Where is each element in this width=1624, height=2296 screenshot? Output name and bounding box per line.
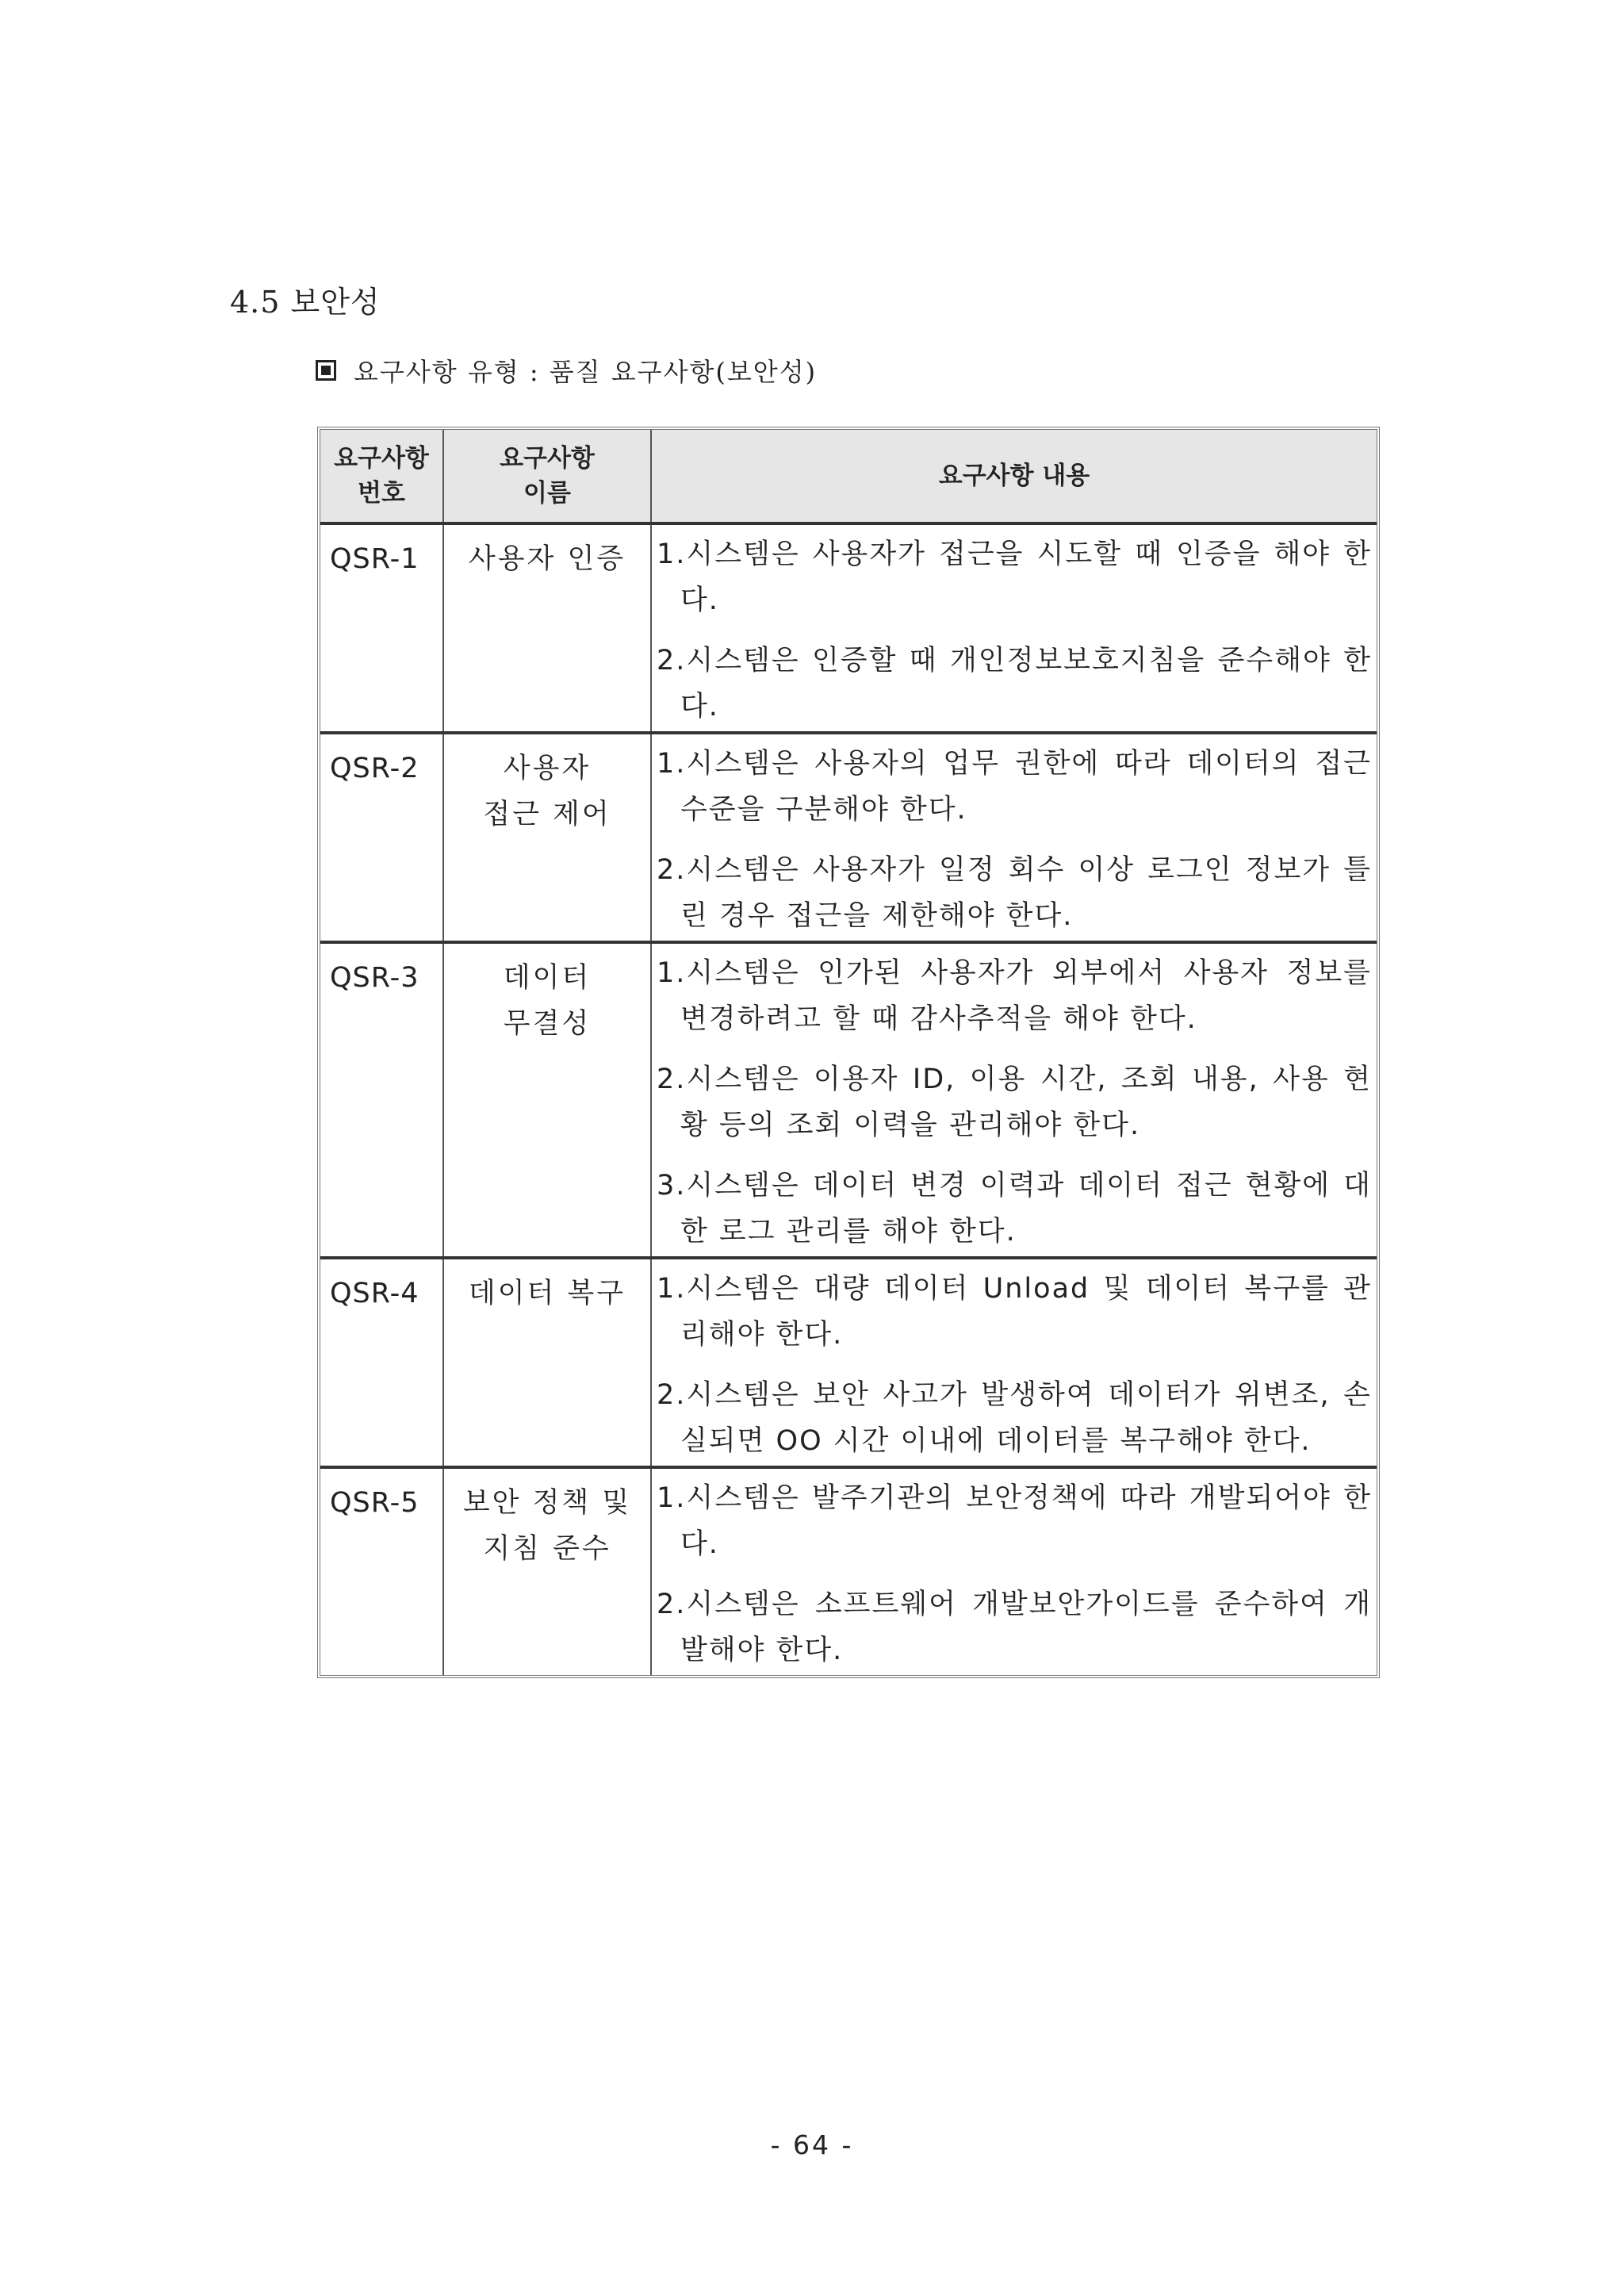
requirement-item: 2.시스템은 인증할 때 개인정보보호지침을 준수해야 한다.: [657, 645, 1372, 723]
requirement-item: 1.시스템은 사용자의 업무 권한에 따라 데이터의 접근 수준을 구분해야 한다.: [657, 748, 1372, 826]
table-row: [320, 1467, 1377, 1675]
requirement-name: 데이터 무결성: [443, 942, 651, 1258]
page-number: - 64 -: [770, 2129, 854, 2160]
requirement-item: 1.시스템은 발주기관의 보안정책에 따라 개발되어야 한다.: [657, 1482, 1372, 1560]
table-row: [320, 733, 1377, 942]
requirement-id: QSR-5: [320, 1467, 443, 1675]
requirement-item: 1.시스템은 대량 데이터 Unload 및 데이터 복구를 관리해야 한다.: [657, 1273, 1372, 1351]
requirement-id: QSR-3: [320, 942, 443, 1258]
requirement-name: 보안 정책 및 지침 준수: [443, 1467, 651, 1675]
requirement-name: 사용자 인증: [443, 523, 651, 733]
header-requirement-number: 요구사항 번호: [320, 430, 443, 523]
requirement-name: 사용자 접근 제어: [443, 733, 651, 942]
requirement-item: 2.시스템은 이용자 ID, 이용 시간, 조회 내용, 사용 현황 등의 조회 이력을 관리해야 한다.: [657, 1064, 1372, 1141]
requirement-item: 3.시스템은 데이터 변경 이력과 데이터 접근 현황에 대한 로그 관리를 해야 한다.: [657, 1170, 1372, 1248]
header-requirement-name: 요구사항 이름: [443, 430, 651, 523]
requirement-content: [651, 523, 1377, 733]
requirement-item: 2.시스템은 보안 사고가 발생하여 데이터가 위변조, 손실되면 OO 시간 이내에 데이터를 복구해야 한다.: [657, 1379, 1372, 1457]
requirement-name: 데이터 복구: [443, 1258, 651, 1467]
requirement-item: 1.시스템은 사용자가 접근을 시도할 때 인증을 해야 한다.: [657, 539, 1372, 616]
table-row: [320, 942, 1377, 1258]
requirements-table: [320, 430, 1377, 1675]
requirement-id: QSR-2: [320, 733, 443, 942]
requirement-id: QSR-4: [320, 1258, 443, 1467]
table-header-row: [320, 430, 1377, 523]
requirement-item: 2.시스템은 사용자가 일정 회수 이상 로그인 정보가 틀린 경우 접근을 제한해야 한다.: [657, 854, 1372, 932]
requirement-type-label: 요구사항 유형 : 품질 요구사항(보안성): [354, 357, 818, 387]
filled-square-bullet-icon: [316, 360, 336, 381]
requirements-table-frame: [317, 427, 1380, 1678]
table-row: [320, 1258, 1377, 1467]
table-row: [320, 523, 1377, 733]
requirement-item: 1.시스템은 인가된 사용자가 외부에서 사용자 정보를 변경하려고 할 때 감사추적을 해야 한다.: [657, 957, 1372, 1035]
requirement-type-line: [316, 352, 817, 389]
requirement-content: [651, 733, 1377, 942]
header-requirement-content: 요구사항 내용: [651, 430, 1377, 523]
requirement-item: 2.시스템은 소프트웨어 개발보안가이드를 준수하여 개발해야 한다.: [657, 1589, 1372, 1666]
requirement-content: [651, 942, 1377, 1258]
section-title: 4.5 보안성: [230, 285, 381, 320]
requirement-id: QSR-1: [320, 523, 443, 733]
requirement-content: [651, 1467, 1377, 1675]
requirement-content: [651, 1258, 1377, 1467]
